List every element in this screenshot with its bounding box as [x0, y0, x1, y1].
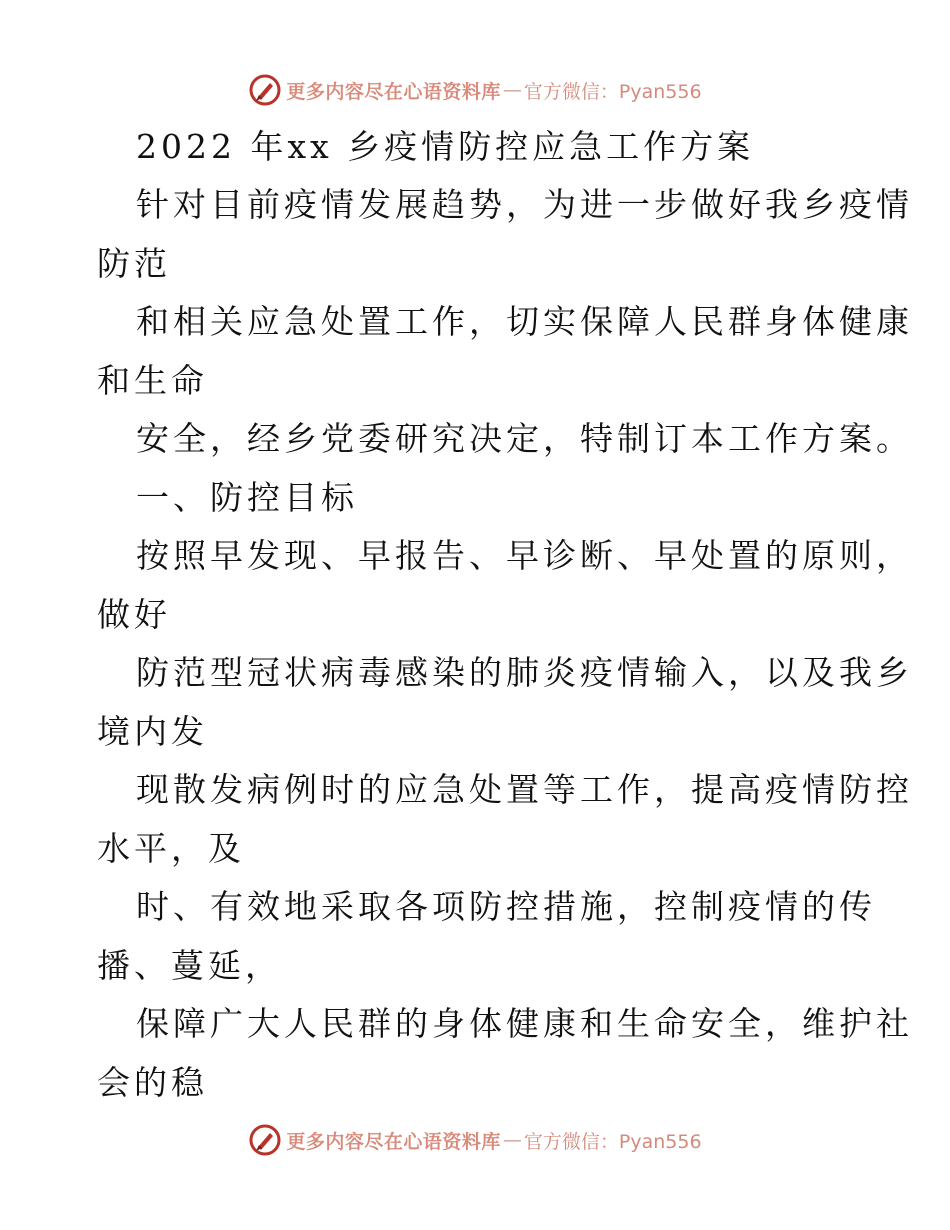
paragraph-line: 和相关应急处置工作，切实保障人民群身体健康	[136, 302, 913, 341]
watermark-dash: —	[502, 1129, 522, 1151]
watermark-dash: —	[502, 79, 522, 101]
document-title: 2022 年xx 乡疫情防控应急工作方案	[136, 127, 755, 166]
paragraph-line: 和生命	[97, 361, 208, 400]
watermark-footer	[0, 1120, 950, 1160]
paragraph-line: 针对目前疫情发展趋势，为进一步做好我乡疫情	[136, 185, 913, 224]
watermark-header	[0, 70, 950, 110]
paragraph-line: 防范	[97, 244, 171, 283]
paragraph-line: 境内发	[97, 712, 208, 751]
pen-logo-icon	[248, 1123, 282, 1157]
paragraph-line: 现散发病例时的应急处置等工作，提高疫情防控	[136, 770, 913, 809]
paragraph-line: 保障广大人民群的身体健康和生命安全，维护社	[136, 1004, 913, 1043]
paragraph-line: 防范型冠状病毒感染的肺炎疫情输入，以及我乡	[136, 653, 913, 692]
pen-logo-icon	[248, 73, 282, 107]
watermark-text: 更多内容尽在心语资料库	[286, 1130, 501, 1153]
paragraph-line: 做好	[97, 595, 171, 634]
paragraph-line: 水平，及	[97, 829, 245, 868]
paragraph-line: 按照早发现、早报告、早诊断、早处置的原则，	[136, 536, 913, 575]
watermark-official: 官方微信：Pyan556	[523, 1130, 702, 1153]
paragraph-line: 时、有效地采取各项防控措施，控制疫情的传	[136, 887, 876, 926]
section-heading: 一、防控目标	[136, 478, 358, 517]
paragraph-line: 会的稳	[97, 1063, 208, 1102]
paragraph-line: 播、蔓延，	[97, 946, 282, 985]
watermark-official: 官方微信：Pyan556	[523, 80, 702, 103]
watermark-text: 更多内容尽在心语资料库	[286, 80, 501, 103]
paragraph-line: 安全，经乡党委研究决定，特制订本工作方案。	[136, 419, 913, 458]
